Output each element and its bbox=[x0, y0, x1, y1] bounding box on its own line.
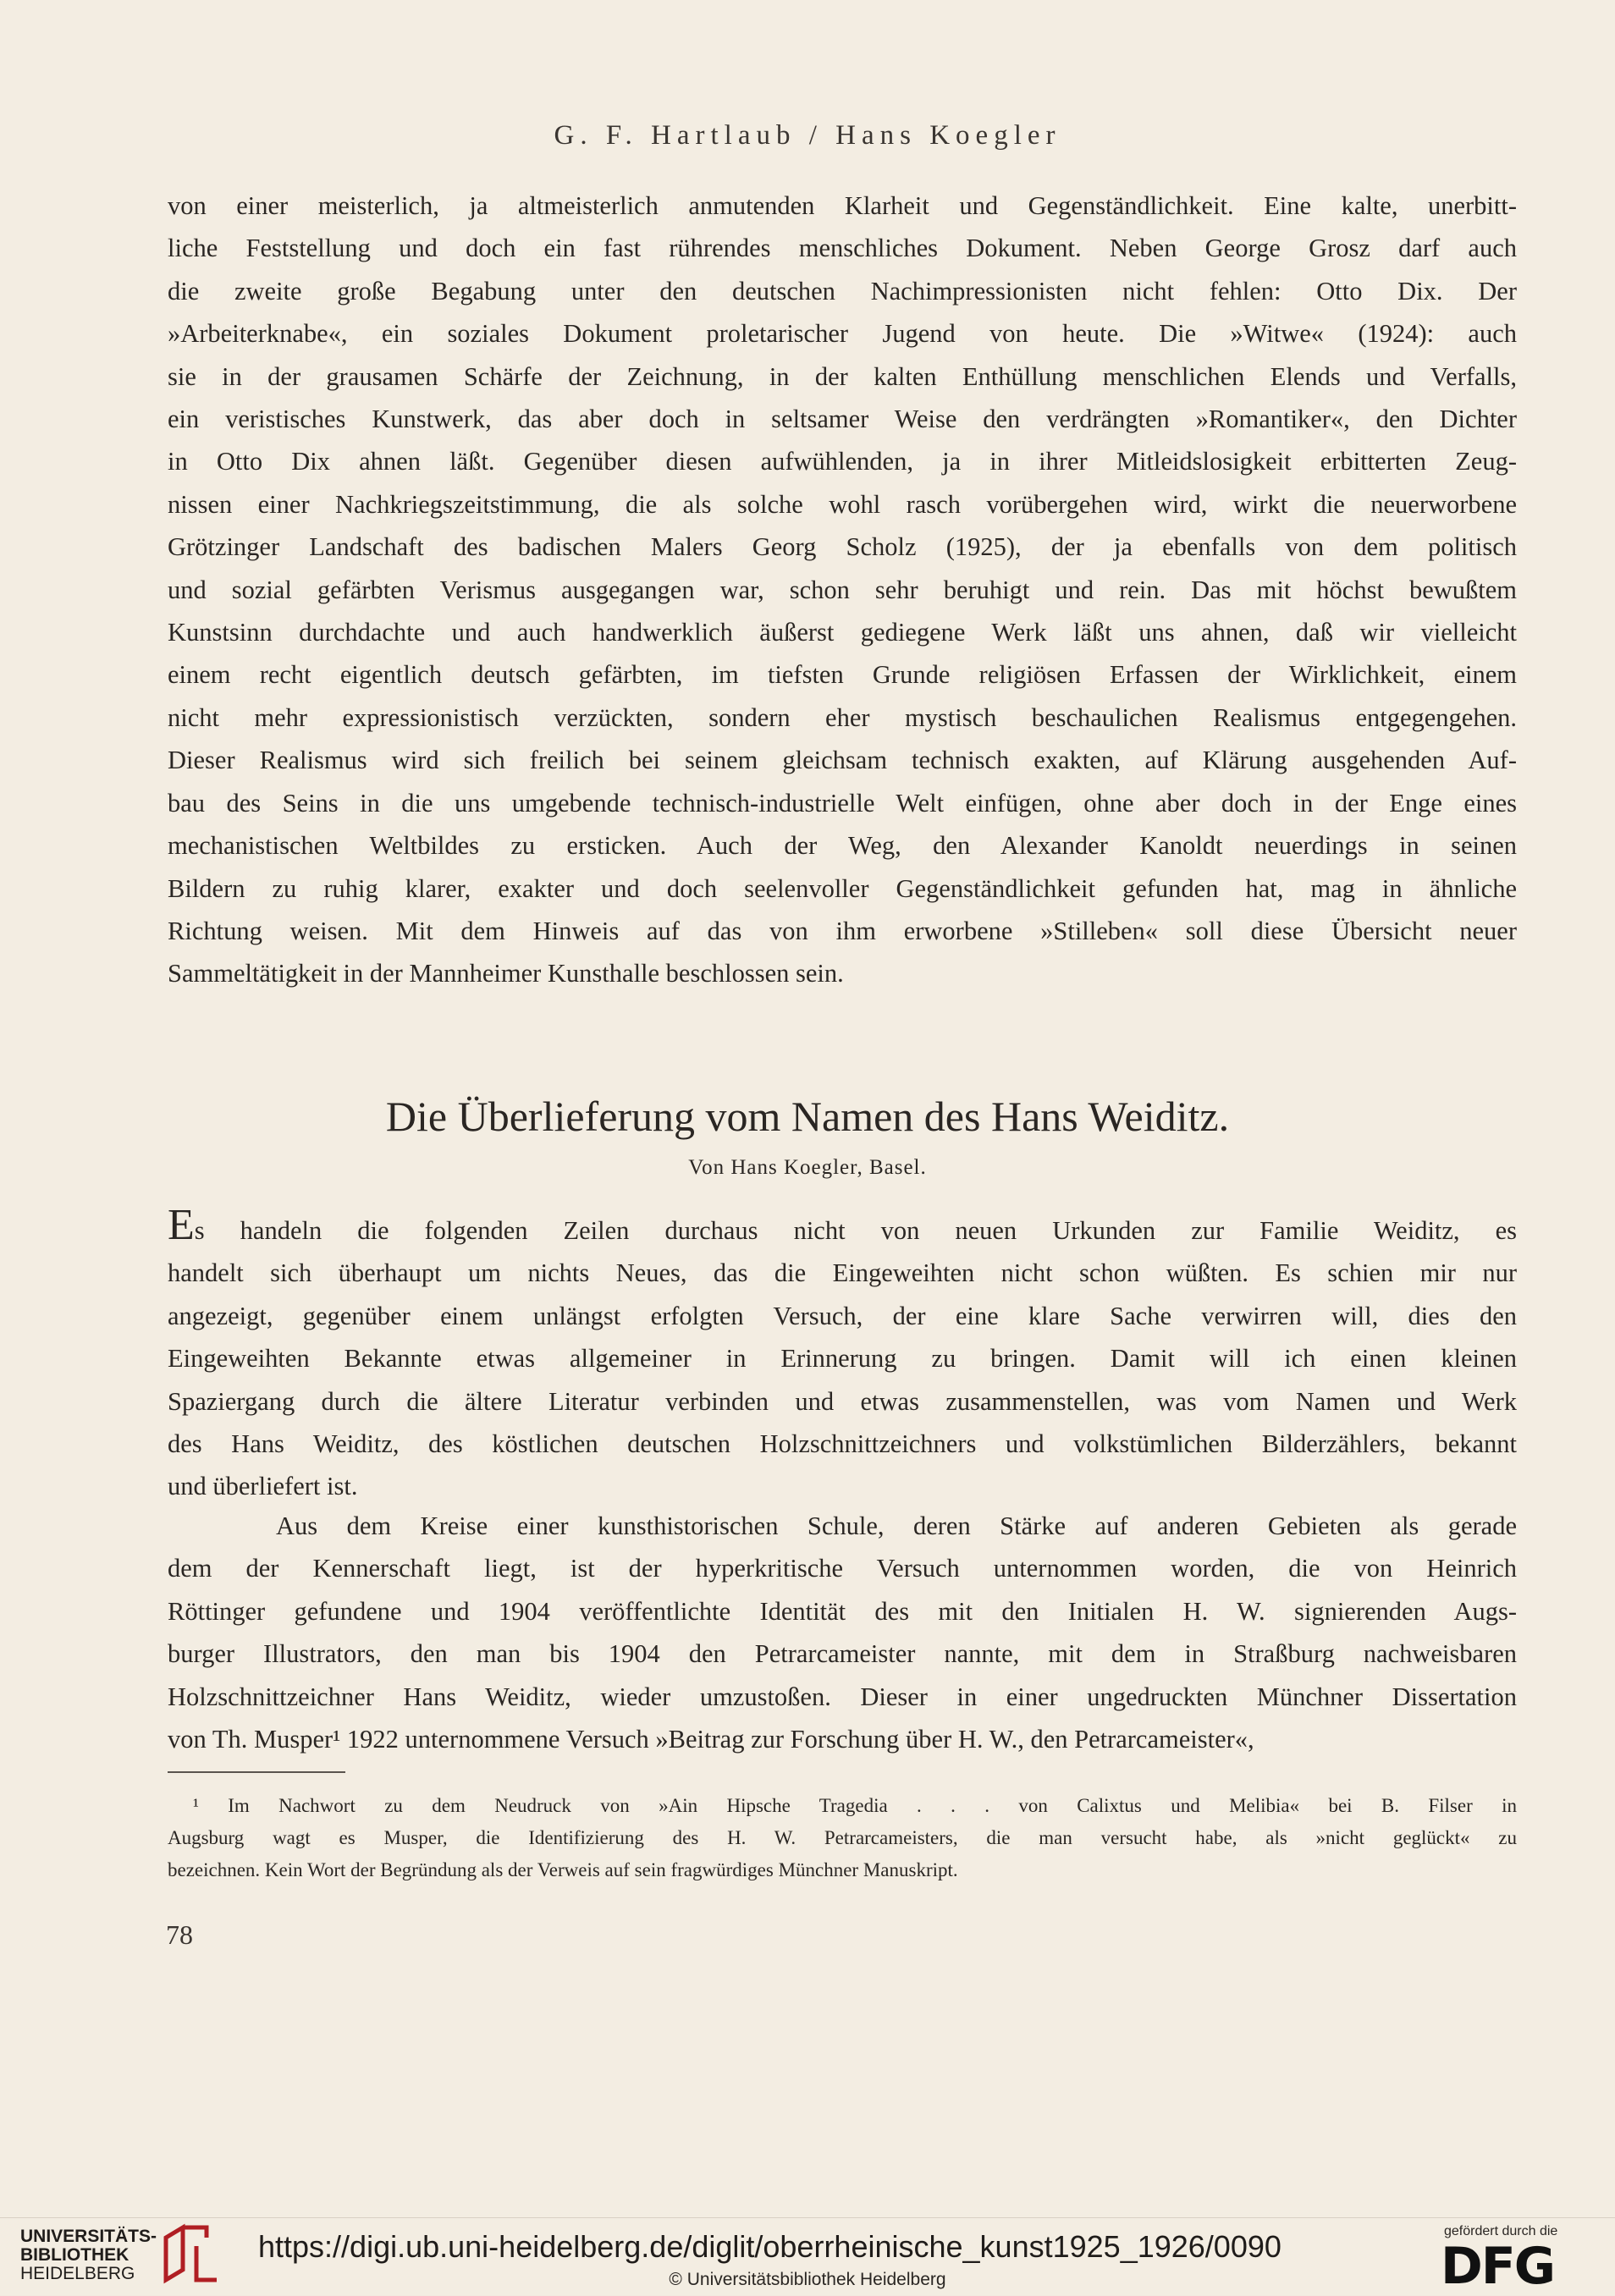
text-line: dem der Kennerschaft liegt, ist der hyperkritische Versuch unternommen worden, die von Heinrich bbox=[168, 1554, 1517, 1583]
text-line: von einer meisterlich, ja altmeisterlich anmutenden Klarheit und Gegenständlichkeit. Eine kalte, unerbitt- bbox=[168, 191, 1517, 220]
continued-paragraph bbox=[168, 184, 1517, 995]
text-line: nissen einer Nachkriegszeitstimmung, die als solche wohl rasch vorübergehen wird, wirkt die neuerworbene bbox=[168, 489, 1517, 519]
footnote-divider bbox=[168, 1771, 345, 1773]
text-line: von Th. Musper¹ 1922 unternommene Versuch »Beitrag zur Forschung über H. W., den Petrarcameister«, bbox=[168, 1725, 1254, 1754]
text-line: Es handeln die folgenden Zeilen durchaus nicht von neuen Urkunden zur Familie Weiditz, es bbox=[168, 1209, 1517, 1252]
footnote bbox=[168, 1790, 1517, 1886]
text-line: und überliefert ist. bbox=[168, 1472, 358, 1501]
text-line: ¹ Im Nachwort zu dem Neudruck von »Ain Hipsche Tragedia . . . von Calixtus und Melibia« bei B. Filser in bbox=[193, 1795, 1517, 1816]
library-name-line: UNIVERSITÄTS- bbox=[20, 2227, 157, 2246]
dfg-logo: DFG bbox=[1441, 2237, 1555, 2296]
text-line: Dieser Realismus wird sich freilich bei seinem gleichsam technisch exakten, auf Klärung ausgehenden Auf- bbox=[168, 746, 1517, 775]
text-line: bau des Seins in die uns umgebende technisch-industrielle Welt einfügen, ohne aber doch in der Enge eines bbox=[168, 788, 1517, 818]
text-line: in Otto Dix ahnen läßt. Gegenüber diesen aufwühlenden, ja in ihrer Mitleidslosigkeit erbitterten Zeug- bbox=[168, 447, 1517, 476]
text-line: Richtung weisen. Mit dem Hinweis auf das von ihm erworbene »Stilleben« soll diese Übersicht neuer bbox=[168, 916, 1517, 945]
text-line: nicht mehr expressionistisch verzückten, sondern eher mystisch beschaulichen Realismus entgegengehen. bbox=[168, 702, 1517, 732]
page-number: 78 bbox=[166, 1919, 193, 1950]
text-line: handelt sich überhaupt um nichts Neues, das die Eingeweihten nicht schon wüßten. Es schien mir nur bbox=[168, 1258, 1517, 1288]
article-paragraph-1 bbox=[168, 1209, 1517, 1508]
text-line: bezeichnen. Kein Wort der Begründung als der Verweis auf sein fragwürdiges Münchner Manuskript. bbox=[168, 1859, 958, 1880]
running-head: G. F. Hartlaub / Hans Koegler bbox=[554, 120, 1061, 151]
text-line: liche Feststellung und doch ein fast rührendes menschliches Dokument. Neben George Grosz darf auch bbox=[168, 234, 1517, 263]
text-line: Eingeweihten Bekannte etwas allgemeiner in Erinnerung zu bringen. Damit will ich einen kleinen bbox=[168, 1344, 1517, 1374]
text-line: Röttinger gefundene und 1904 veröffentlichte Identität des mit den Initialen H. W. signierenden Augs- bbox=[168, 1596, 1517, 1626]
text-line: einem recht eigentlich deutsch gefärbten, im tiefsten Grunde religiösen Erfassen der Wirklichkeit, einem bbox=[168, 660, 1517, 690]
text-line: und sozial gefärbten Verismus ausgegangen war, schon sehr beruhigt und rein. Das mit höchst bewußtem bbox=[168, 575, 1517, 604]
paragraph-lines bbox=[168, 1505, 1517, 1760]
paragraph-lines bbox=[168, 184, 1517, 995]
text-line: Aus dem Kreise einer kunsthistorischen Schule, deren Stärke auf anderen Gebieten als gerade bbox=[276, 1511, 1517, 1540]
funding-label: gefördert durch die bbox=[1444, 2224, 1558, 2238]
text-line: die zweite große Begabung unter den deutschen Nachimpressionisten nicht fehlen: Otto Dix. Der bbox=[168, 276, 1517, 306]
library-name-line: BIBLIOTHEK bbox=[20, 2245, 130, 2265]
text-line: Sammeltätigkeit in der Mannheimer Kunsthalle beschlossen sein. bbox=[168, 959, 844, 988]
text-line: burger Illustrators, den man bis 1904 den Petrarcameister nannte, mit dem in Straßburg nachweisbaren bbox=[168, 1639, 1517, 1669]
text-line: Kunstsinn durchdachte und auch handwerklich äußerst gediegene Werk läßt uns ahnen, daß wir vielleicht bbox=[168, 618, 1517, 647]
text-line: Bildern zu ruhig klarer, exakter und doch seelenvoller Gegenständlichkeit gefunden hat, mag in ähnliche bbox=[168, 873, 1517, 903]
text-line: Grötzinger Landschaft des badischen Malers Georg Scholz (1925), der ja ebenfalls von dem politisch bbox=[168, 532, 1517, 562]
article-title: Die Überlieferung vom Namen des Hans Weiditz. bbox=[385, 1093, 1230, 1140]
text-line: sie in der grausamen Schärfe der Zeichnung, in der kalten Enthüllung menschlichen Elends und Verfalls, bbox=[168, 361, 1517, 391]
text-line: Holzschnittzeichner Hans Weiditz, wieder umzustoßen. Dieser in einer ungedruckten Münchner Dissertation bbox=[168, 1682, 1517, 1711]
page-url-link[interactable]: https://digi.ub.uni-heidelberg.de/diglit/oberrheinische_kunst1925_1926/0090 bbox=[258, 2229, 1282, 2264]
library-name-line: HEIDELBERG bbox=[20, 2264, 135, 2283]
text-line: des Hans Weiditz, des köstlichen deutschen Holzschnittzeichners und volkstümlichen Bilderzählers, bekannt bbox=[168, 1429, 1517, 1459]
article-paragraph-2 bbox=[168, 1505, 1517, 1760]
text-line: mechanistischen Weltbildes zu ersticken. Auch der Weg, den Alexander Kanoldt neuerdings in seinen bbox=[168, 831, 1517, 861]
text-line: angezeigt, gegenüber einem unlängst erfolgten Versuch, der eine klare Sache verwirren will, dies den bbox=[168, 1301, 1517, 1330]
article-byline: Von Hans Koegler, Basel. bbox=[688, 1156, 927, 1179]
text-line: Spaziergang durch die ältere Literatur verbinden und etwas zusammenstellen, was vom Namen und Werk bbox=[168, 1386, 1517, 1416]
copyright-notice: © Universitätsbibliothek Heidelberg bbox=[669, 2270, 946, 2289]
text-line: ein veristisches Kunstwerk, das aber doch in seltsamer Weise den verdrängten »Romantiker«, den Dichter bbox=[168, 405, 1517, 434]
text-line: Augsburg wagt es Musper, die Identifizierung des H. W. Petrarcameisters, die man versucht habe, als »nicht geglückt« zu bbox=[168, 1827, 1517, 1848]
text-line: »Arbeiterknabe«, ein soziales Dokument proletarischer Jugend von heute. Die »Witwe« (1924): auch bbox=[168, 319, 1517, 349]
paragraph-lines bbox=[168, 1209, 1517, 1508]
drop-cap: E bbox=[168, 1209, 195, 1249]
